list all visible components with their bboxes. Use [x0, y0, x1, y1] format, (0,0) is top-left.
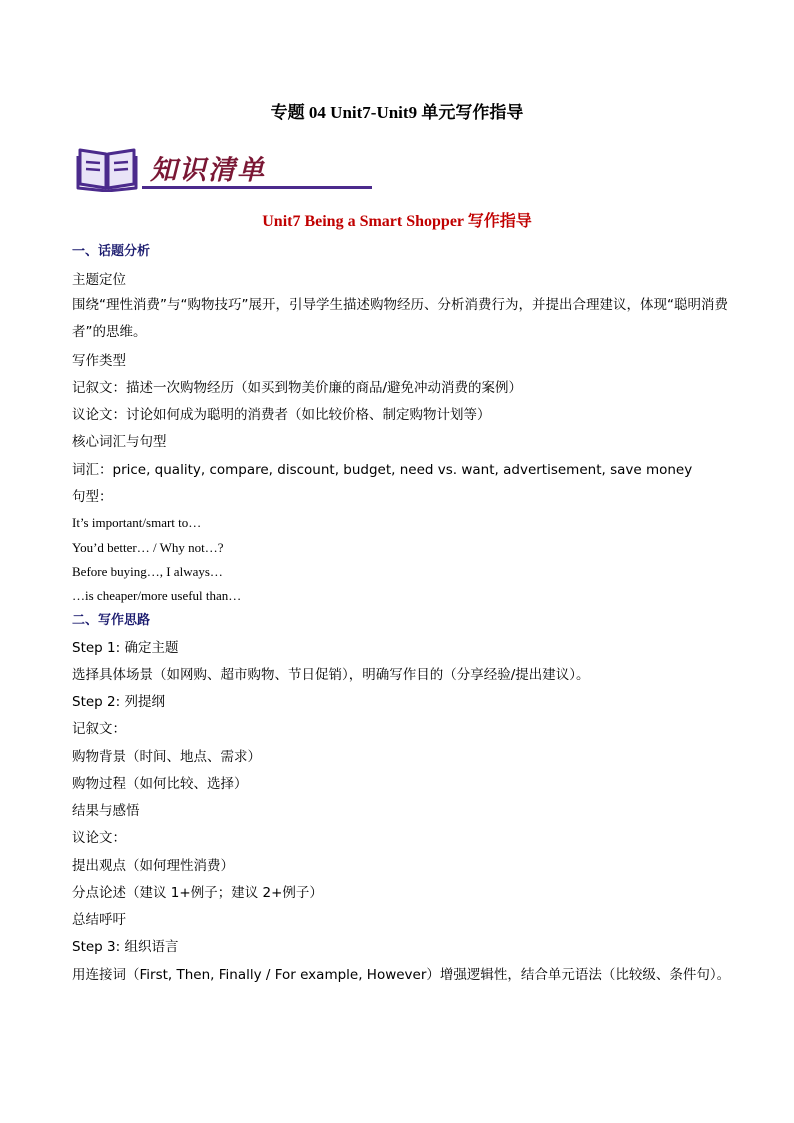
type-argument: 议论文：讨论如何成为聪明的消费者（如比较价格、制定购物计划等）	[72, 407, 491, 423]
type-narrative: 记叙文：描述一次购物经历（如买到物美价廉的商品/避免冲动消费的案例）	[72, 380, 523, 396]
vocab-label: 核心词汇与句型	[72, 434, 167, 450]
unit-title: Unit7 Being a Smart Shopper 写作指导	[262, 213, 532, 230]
argument-item: 分点论述（建议 1+例子；建议 2+例子）	[72, 885, 323, 901]
theme-label: 主题定位	[72, 272, 126, 288]
pattern-item: You’d better… / Why not…?	[72, 540, 224, 555]
narrative-item: 购物背景（时间、地点、需求）	[72, 749, 261, 765]
page-title: 专题 04 Unit7-Unit9 单元写作指导	[270, 103, 524, 122]
pattern-item: Before buying…, I always…	[72, 564, 223, 579]
narrative-item: 购物过程（如何比较、选择）	[72, 776, 248, 792]
pattern-item: It’s important/smart to…	[72, 515, 202, 530]
step3-text: 用连接词（First, Then, Finally / For example, However）增强逻辑性，结合单元语法（比较级、条件句）。	[72, 967, 731, 983]
argument-item: 提出观点（如何理性消费）	[72, 858, 234, 874]
narrative-item: 结果与感悟	[72, 803, 140, 819]
banner-underline	[142, 186, 372, 189]
step2-label: Step 2: 列提纲	[72, 694, 165, 710]
step1-text: 选择具体场景（如网购、超市购物、节日促销），明确写作目的（分享经验/提出建议）。	[72, 667, 590, 683]
section-heading-writing-ideas: 二、写作思路	[72, 613, 151, 628]
type-label: 写作类型	[72, 353, 126, 369]
pattern-item: …is cheaper/more useful than…	[72, 588, 242, 603]
knowledge-list-banner	[76, 144, 306, 192]
vocab-text: 词汇：price, quality, compare, discount, budget, need vs. want, advertisement, save money	[72, 462, 693, 478]
argument-label: 议论文：	[72, 830, 126, 846]
argument-item: 总结呼吁	[72, 912, 126, 928]
pattern-label: 句型：	[72, 489, 113, 505]
step1-label: Step 1: 确定主题	[72, 640, 179, 656]
book-icon	[76, 144, 138, 192]
section-heading-topic-analysis: 一、话题分析	[72, 244, 151, 259]
narrative-label: 记叙文：	[72, 721, 126, 737]
step3-label: Step 3: 组织语言	[72, 939, 179, 955]
banner-text: 知识清单	[150, 155, 266, 186]
theme-text: 围绕“理性消费”与“购物技巧”展开，引导学生描述购物经历、分析消费行为，并提出合理建议，体现“聪明消费者”的思维。	[72, 297, 728, 340]
